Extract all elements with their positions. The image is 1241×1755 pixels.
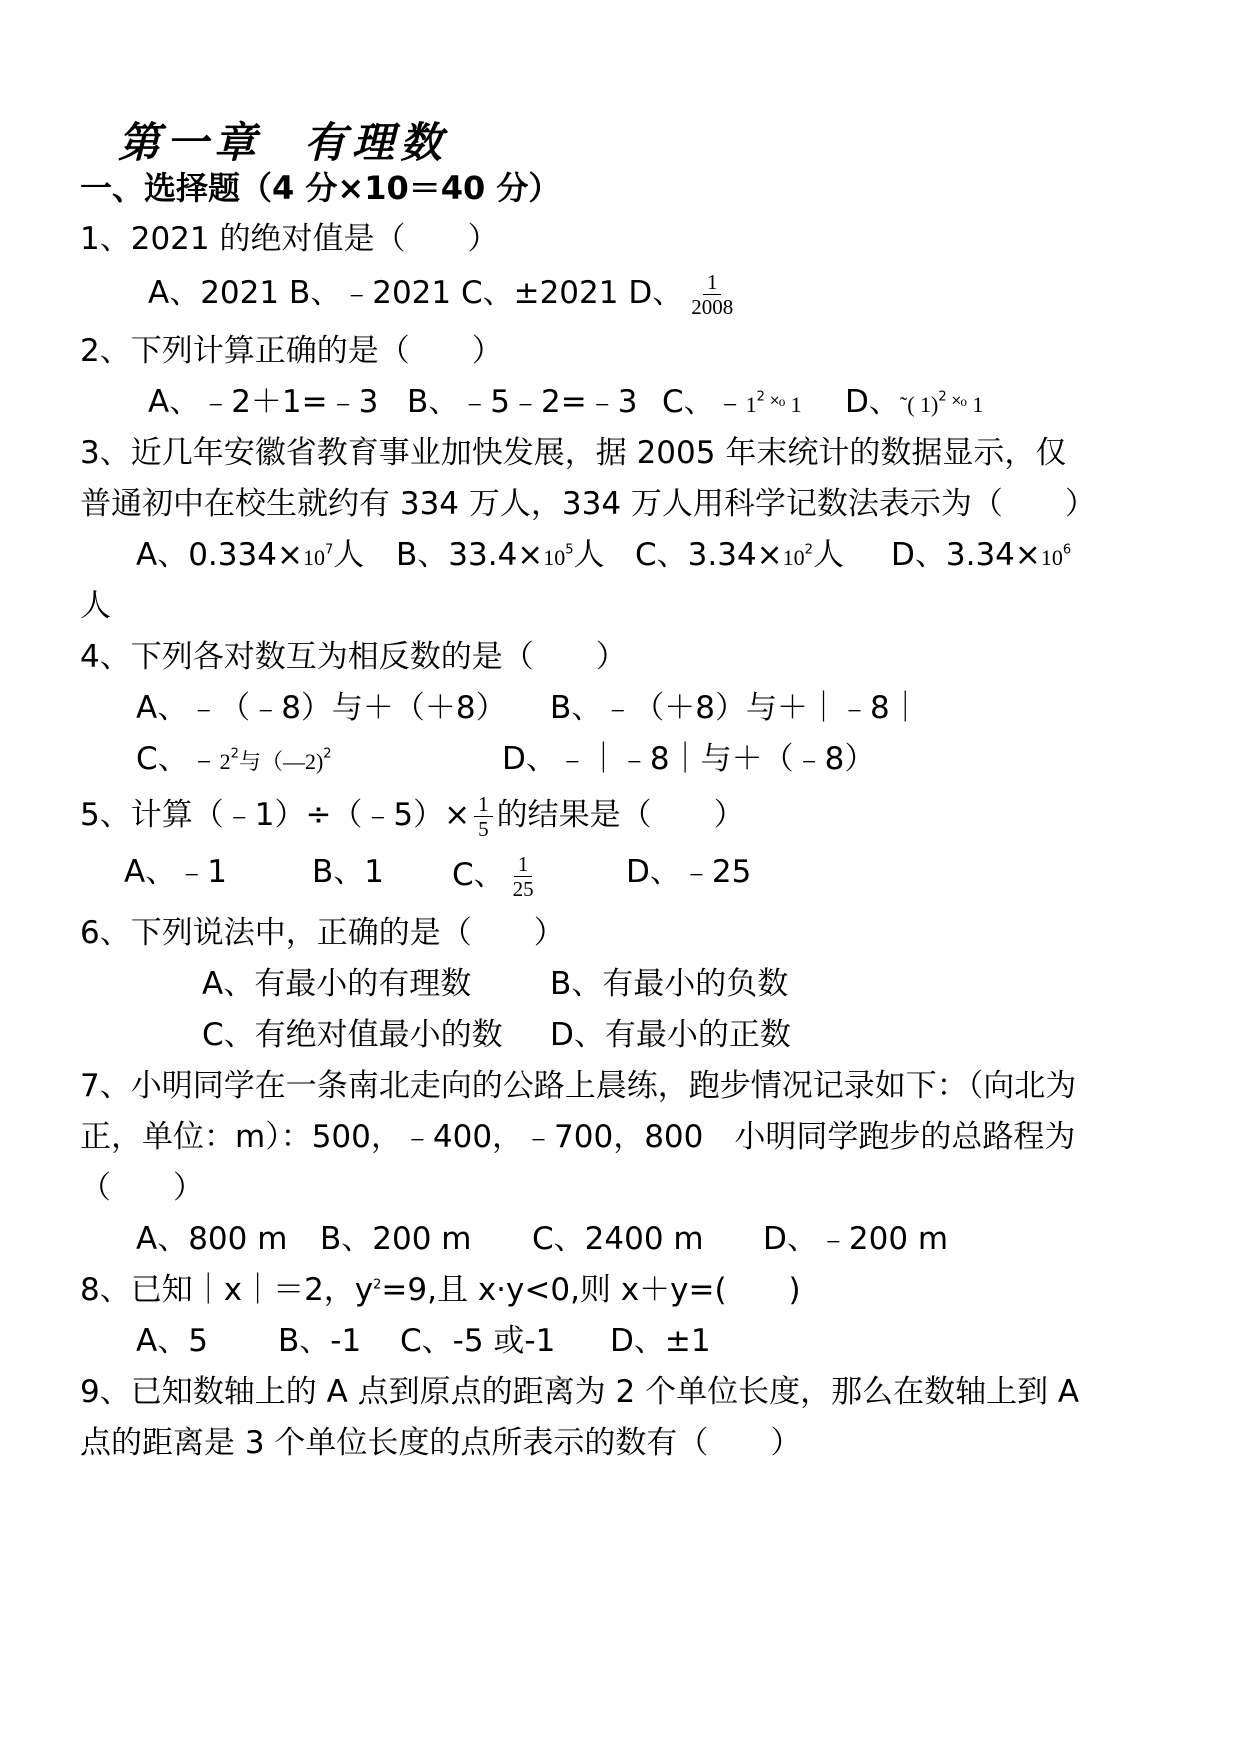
q3-b-base: 10 xyxy=(543,545,566,570)
q5-stem xyxy=(80,792,745,841)
q3-b-text: B、33.4× xyxy=(396,537,544,573)
q2-c-rest: ˟ᵒ 1 xyxy=(764,392,802,417)
q5-option-b: B、1 xyxy=(312,854,384,890)
q3-a-text: A、0.334× xyxy=(136,537,303,573)
q3-option-d xyxy=(891,535,1071,578)
q9-line2: 点的距离是 3 个单位长度的点所表示的数有（ ） xyxy=(80,1425,802,1461)
q2-option-a: A、﹣2＋1=﹣3 xyxy=(148,384,379,420)
q3-c-exponent: 2 xyxy=(804,542,813,558)
q8-option-b: B、-1 xyxy=(278,1323,362,1359)
section-heading: 一、选择题（4 分×10＝40 分） xyxy=(80,169,561,207)
q5-stem-pre: 5、计算（﹣1）÷（﹣5）× xyxy=(80,797,471,833)
q6-stem: 6、下列说法中，正确的是（ ） xyxy=(80,915,565,951)
q3-option-b xyxy=(396,535,605,578)
q7-line1: 7、小明同学在一条南北走向的公路上晨练，跑步情况记录如下：（向北为 xyxy=(80,1068,1077,1104)
q2-stem: 2、下列计算正确的是（ ） xyxy=(80,333,503,369)
q5-stem-post: 的结果是（ ） xyxy=(496,797,745,833)
q3-b-exponent: 5 xyxy=(565,542,574,558)
q6-option-b: B、有最小的负数 xyxy=(550,966,789,1002)
q2-c-expr: 1 xyxy=(745,392,757,417)
q2-option-c xyxy=(662,382,802,425)
q8-stem xyxy=(80,1270,801,1310)
q3-c-unit: 人 xyxy=(812,537,844,573)
q7-option-a: A、800 m xyxy=(136,1221,288,1257)
q8-option-d: D、±1 xyxy=(610,1323,711,1359)
q4-option-a: A、﹣（﹣8）与＋（＋8） xyxy=(136,690,507,726)
q8-stem-pre: 8、已知｜x｜＝2，y xyxy=(80,1272,374,1308)
q4-stem: 4、下列各对数互为相反数的是（ ） xyxy=(80,639,627,675)
q5-frac-numerator: 1 xyxy=(474,792,493,817)
q4-c-exponent2: 2 xyxy=(323,746,332,762)
q2-option-d xyxy=(845,382,983,425)
q1-d-denominator: 2008 xyxy=(691,295,734,319)
q2-c-exponent: 2 xyxy=(756,389,765,405)
q5-c-numerator: 1 xyxy=(514,852,533,877)
q3-option-c xyxy=(635,535,844,578)
q5-fraction xyxy=(474,792,493,841)
q8-option-a: A、5 xyxy=(136,1323,208,1359)
chapter-title-part2: 有理数 xyxy=(304,118,449,167)
q3-c-text: C、3.34× xyxy=(635,537,783,573)
q3-line2: 普通初中在校生就约有 334 万人，334 万人用科学记数法表示为（ ） xyxy=(80,486,1096,522)
q2-d-expr: ˜( 1) xyxy=(899,392,939,417)
q5-option-c xyxy=(452,852,542,901)
q8-exponent: 2 xyxy=(373,1277,382,1293)
q7-option-b: B、200 m xyxy=(320,1221,472,1257)
q1-d-numerator: 1 xyxy=(703,270,722,295)
q6-option-d: D、有最小的正数 xyxy=(550,1017,791,1053)
q2-d-exponent: 2 xyxy=(938,389,947,405)
q4-c-label: C、﹣ xyxy=(136,741,220,777)
q3-d-base: 10 xyxy=(1040,545,1063,570)
q4-option-b: B、﹣（＋8）与＋｜﹣8｜ xyxy=(550,690,921,726)
q4-c-base: 2 xyxy=(219,749,231,774)
q7-option-d: D、﹣200 m xyxy=(763,1221,949,1257)
q8-option-c: C、-5 或-1 xyxy=(400,1323,556,1359)
q7-line2: 正，单位：m）：500，﹣400，﹣700，800 小明同学跑步的总路程为 xyxy=(80,1119,1076,1155)
q4-c-exponent: 2 xyxy=(230,746,239,762)
q5-c-fraction xyxy=(509,852,538,901)
q6-option-a: A、有最小的有理数 xyxy=(202,966,472,1002)
q1-d-fraction xyxy=(687,270,737,319)
q7-option-c: C、2400 m xyxy=(532,1221,704,1257)
q1-options xyxy=(148,270,741,319)
q2-option-b: B、﹣5﹣2=﹣3 xyxy=(407,384,638,420)
q6-option-c: C、有绝对值最小的数 xyxy=(202,1017,503,1053)
q1-options-text: A、2021 B、﹣2021 C、±2021 D、 xyxy=(148,275,684,311)
q3-c-base: 10 xyxy=(782,545,805,570)
q4-option-c xyxy=(136,739,332,782)
q9-line1: 9、已知数轴上的 A 点到原点的距离为 2 个单位长度，那么在数轴上到 A xyxy=(80,1374,1080,1410)
q2-c-label: C、﹣ xyxy=(662,384,746,420)
q5-option-d: D、﹣25 xyxy=(626,854,752,890)
q3-b-unit: 人 xyxy=(573,537,605,573)
q5-c-denominator: 25 xyxy=(512,877,534,901)
q3-line4: 人 xyxy=(80,588,111,624)
q3-option-a xyxy=(136,535,364,578)
q2-d-rest: ˟ᵒ 1 xyxy=(946,392,984,417)
q3-a-base: 10 xyxy=(302,545,325,570)
q5-option-a: A、﹣1 xyxy=(124,854,227,890)
q2-d-label: D、 xyxy=(845,384,900,420)
chapter-title-part1: 第一章 xyxy=(118,118,263,167)
q4-c-mid: 与（—2) xyxy=(238,749,324,774)
chapter-title xyxy=(118,110,448,170)
q3-line1: 3、近几年安徽省教育事业加快发展，据 2005 年末统计的数据显示，仅 xyxy=(80,435,1067,471)
q5-frac-denominator: 5 xyxy=(478,817,489,841)
q3-a-unit: 人 xyxy=(333,537,365,573)
q4-option-d: D、﹣｜﹣8｜与＋（﹣8） xyxy=(502,741,876,777)
q1-stem: 1、2021 的绝对值是（ ） xyxy=(80,221,499,257)
q3-d-exponent: 6 xyxy=(1062,542,1072,558)
q5-c-label: C、 xyxy=(452,857,505,893)
q3-a-exponent: 7 xyxy=(324,542,334,558)
q7-line3: （ ） xyxy=(80,1170,204,1206)
q8-stem-post: =9,且 x·y<0,则 x＋y=( ) xyxy=(381,1272,801,1308)
q3-d-text: D、3.34× xyxy=(891,537,1041,573)
